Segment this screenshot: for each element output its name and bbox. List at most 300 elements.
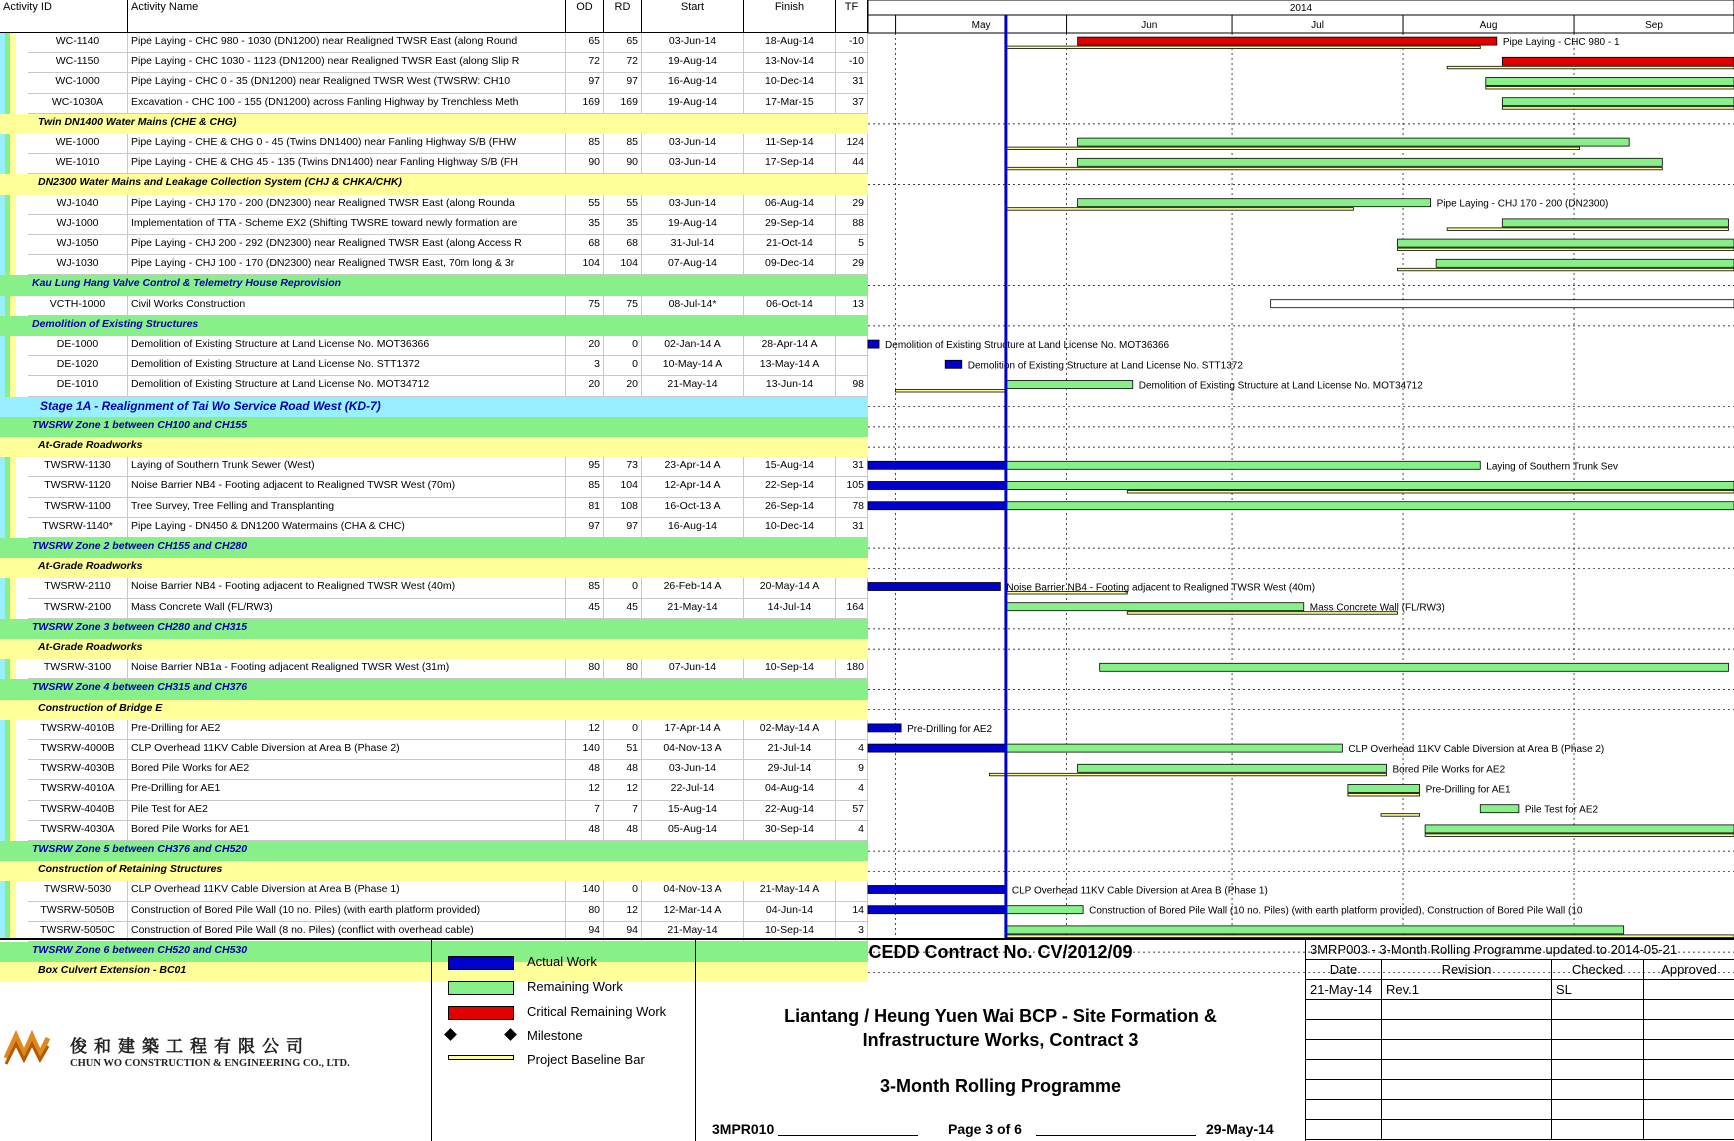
table-row[interactable] xyxy=(0,801,868,821)
group-header[interactable] xyxy=(0,639,868,659)
cell-finish: 02-May-14 A xyxy=(744,720,836,740)
cell-name: Implementation of TTA - Scheme EX2 (Shifting TWSRE toward newly formation are xyxy=(128,215,566,235)
bar-label: Pre-Drilling for AE1 xyxy=(1425,784,1511,796)
cell-tf xyxy=(836,720,868,740)
actual-bar xyxy=(945,360,962,368)
remaining-bar xyxy=(1100,663,1729,671)
bar-label: Noise Barrier NB4 - Footing adjacent to Realigned TWSR West (40m) xyxy=(1006,582,1316,594)
cell-start: 12-Mar-14 A xyxy=(642,902,744,922)
revision-empty-cell xyxy=(1306,1020,1382,1040)
cell-rd: 20 xyxy=(604,376,642,396)
cell-id: DE-1020 xyxy=(28,356,128,376)
project-title-line2: Infrastructure Works, Contract 3 xyxy=(862,1030,1139,1050)
cell-id: WC-1150 xyxy=(28,53,128,73)
revision-empty-cell xyxy=(1644,1080,1734,1100)
cell-id: WJ-1000 xyxy=(28,215,128,235)
month-label: May xyxy=(971,20,991,31)
table-row[interactable] xyxy=(0,134,868,154)
table-row[interactable] xyxy=(0,215,868,235)
cell-id: TWSRW-4010A xyxy=(28,780,128,800)
cell-od: 80 xyxy=(566,902,604,922)
cell-start: 12-Apr-14 A xyxy=(642,477,744,497)
bar-label: Pipe Laying - CHJ 170 - 200 (DN2300) xyxy=(1436,198,1609,210)
cell-id: WE-1010 xyxy=(28,154,128,174)
revision-empty-cell xyxy=(1306,1000,1382,1020)
cell-start: 21-May-14 xyxy=(642,599,744,619)
actual-bar xyxy=(868,583,1000,591)
revision-empty-cell xyxy=(1644,1040,1734,1060)
group-header[interactable] xyxy=(0,397,868,417)
cell-od: 85 xyxy=(566,477,604,497)
cell-name: Demolition of Existing Structure at Land License No. STT1372 xyxy=(128,356,566,376)
cell-name: Construction of Bored Pile Wall (10 no. Piles) (with earth platform provided) xyxy=(128,902,566,922)
cell-name: Noise Barrier NB4 - Footing adjacent to Realigned TWSR West (70m) xyxy=(128,477,566,497)
table-row[interactable] xyxy=(0,780,868,800)
baseline-bar xyxy=(1127,491,1734,494)
cell-tf: 105 xyxy=(836,477,868,497)
revision-empty-cell xyxy=(1552,1020,1644,1040)
cell-finish: 26-Sep-14 xyxy=(744,498,836,518)
cell-tf: 4 xyxy=(836,780,868,800)
cell-tf: 3 xyxy=(836,922,868,942)
cell-finish: 13-Jun-14 xyxy=(744,376,836,396)
table-row[interactable] xyxy=(0,336,868,356)
group-header-label: DN2300 Water Mains and Leakage Collection System (CHJ & CHKA/CHK) xyxy=(38,176,402,189)
cell-rd: 80 xyxy=(604,659,642,679)
cell-rd: 108 xyxy=(604,498,642,518)
cell-start: 04-Nov-13 A xyxy=(642,881,744,901)
baseline-bar xyxy=(1006,46,1480,49)
group-header-label: Kau Lung Hang Valve Control & Telemetry House Reprovision xyxy=(32,277,342,290)
cell-finish: 22-Sep-14 xyxy=(744,477,836,497)
table-row[interactable] xyxy=(0,73,868,93)
month-label: Aug xyxy=(1479,20,1498,31)
revision-empty-cell xyxy=(1644,1060,1734,1080)
revision-rev-cell: Rev.1 xyxy=(1382,980,1552,1000)
table-row[interactable] xyxy=(0,599,868,619)
cell-od: 90 xyxy=(566,154,604,174)
table-row[interactable] xyxy=(0,881,868,901)
cell-rd: 169 xyxy=(604,94,642,114)
title-block xyxy=(696,940,1306,1141)
cell-tf: 124 xyxy=(836,134,868,154)
cell-od: 45 xyxy=(566,599,604,619)
group-header[interactable] xyxy=(0,275,868,295)
table-row[interactable] xyxy=(0,154,868,174)
revision-header-checked: Checked xyxy=(1552,960,1644,980)
cell-name: Noise Barrier NB1a - Footing adjacent Realigned TWSR West (31m) xyxy=(128,659,566,679)
cell-rd: 12 xyxy=(604,902,642,922)
cell-start: 16-Aug-14 xyxy=(642,518,744,538)
cell-rd: 35 xyxy=(604,215,642,235)
baseline-bar xyxy=(1502,107,1734,110)
cell-id: DE-1010 xyxy=(28,376,128,396)
table-row[interactable] xyxy=(0,195,868,215)
month-label: Jul xyxy=(1311,20,1324,31)
cell-finish: 04-Aug-14 xyxy=(744,780,836,800)
cell-start: 03-Jun-14 xyxy=(642,760,744,780)
cell-finish: 11-Sep-14 xyxy=(744,134,836,154)
revision-empty-cell xyxy=(1306,1080,1382,1100)
cell-finish: 10-Sep-14 xyxy=(744,922,836,942)
table-row[interactable] xyxy=(0,235,868,255)
cell-tf: 29 xyxy=(836,255,868,275)
cell-start: 17-Apr-14 A xyxy=(642,720,744,740)
cell-name: Pipe Laying - CHJ 170 - 200 (DN2300) near Realigned TWSR East (along Rounda xyxy=(128,195,566,215)
group-header[interactable] xyxy=(0,437,868,457)
cell-id: WJ-1050 xyxy=(28,235,128,255)
cell-name: Laying of Southern Trunk Sewer (West) xyxy=(128,457,566,477)
cell-od: 97 xyxy=(566,518,604,538)
cell-id: TWSRW-5030 xyxy=(28,881,128,901)
remaining-bar xyxy=(1436,259,1734,267)
year-label: 2014 xyxy=(1289,3,1313,14)
cell-start: 19-Aug-14 xyxy=(642,215,744,235)
cell-id: TWSRW-4030B xyxy=(28,760,128,780)
cell-id: TWSRW-4010B xyxy=(28,720,128,740)
cell-name: Demolition of Existing Structure at Land License No. MOT34712 xyxy=(128,376,566,396)
group-header[interactable] xyxy=(0,619,868,639)
cell-tf: 180 xyxy=(836,659,868,679)
cell-rd: 104 xyxy=(604,255,642,275)
footer-block xyxy=(0,938,1734,1141)
cell-od: 169 xyxy=(566,94,604,114)
cell-od: 20 xyxy=(566,376,604,396)
group-header-label: At-Grade Roadworks xyxy=(38,439,143,451)
cell-start: 04-Nov-13 A xyxy=(642,740,744,760)
cell-od: 72 xyxy=(566,53,604,73)
revision-empty-cell xyxy=(1382,1100,1552,1120)
group-header[interactable] xyxy=(0,679,868,699)
cell-start: 10-May-14 A xyxy=(642,356,744,376)
doc-number: 3MPR010 xyxy=(712,1121,775,1137)
cell-rd: 0 xyxy=(604,578,642,598)
remaining-bar xyxy=(1006,926,1624,934)
remaining-bar xyxy=(1078,158,1663,166)
cell-start: 22-Jul-14 xyxy=(642,780,744,800)
bar-label: Bored Pile Works for AE2 xyxy=(1392,764,1506,776)
remaining-bar xyxy=(1425,825,1734,833)
group-header[interactable] xyxy=(0,538,868,558)
table-row[interactable] xyxy=(0,33,868,53)
group-header-label: Construction of Bridge E xyxy=(38,701,163,714)
baseline-bar xyxy=(1006,147,1580,150)
cell-od: 85 xyxy=(566,578,604,598)
cell-id: WC-1030A xyxy=(28,94,128,114)
cell-tf: 164 xyxy=(836,599,868,619)
cell-id: TWSRW-4000B xyxy=(28,740,128,760)
revision-empty-cell xyxy=(1382,1020,1552,1040)
cell-finish: 29-Sep-14 xyxy=(744,215,836,235)
actual-bar xyxy=(868,502,1006,510)
bar-label: Demolition of Existing Structure at Land License No. MOT36366 xyxy=(885,340,1170,352)
group-header-label: Construction of Retaining Structures xyxy=(38,863,223,876)
table-row[interactable] xyxy=(0,94,868,114)
cell-name: Noise Barrier NB4 - Footing adjacent to Realigned TWSR West (40m) xyxy=(128,578,566,598)
table-row[interactable] xyxy=(0,821,868,841)
cell-name: Pre-Drilling for AE2 xyxy=(128,720,566,740)
group-header[interactable] xyxy=(0,174,868,194)
table-row[interactable] xyxy=(0,255,868,275)
cell-tf: -10 xyxy=(836,33,868,53)
month-label: Jun xyxy=(1141,20,1158,31)
white-bar xyxy=(1271,300,1734,308)
cell-tf: 13 xyxy=(836,296,868,316)
bar-label: CLP Overhead 11KV Cable Diversion at Area B (Phase 2) xyxy=(1348,744,1605,756)
cell-rd: 48 xyxy=(604,760,642,780)
cell-id: TWSRW-1100 xyxy=(28,498,128,518)
cell-start: 03-Jun-14 xyxy=(642,33,744,53)
cell-id: TWSRW-2110 xyxy=(28,578,128,598)
company-name-cn: 俊和建築工程有限公司 xyxy=(70,1037,310,1057)
cell-od: 12 xyxy=(566,780,604,800)
cell-finish: 06-Oct-14 xyxy=(744,296,836,316)
cell-tf: 4 xyxy=(836,740,868,760)
group-header[interactable] xyxy=(0,316,868,336)
cell-id: TWSRW-5050B xyxy=(28,902,128,922)
table-row[interactable] xyxy=(0,518,868,538)
baseline-bar xyxy=(1486,87,1734,90)
month-label: Sep xyxy=(1645,20,1663,31)
cell-name: CLP Overhead 11KV Cable Diversion at Area B (Phase 1) xyxy=(128,881,566,901)
cell-id: WJ-1040 xyxy=(28,195,128,215)
remaining-bar xyxy=(1078,199,1431,207)
group-header[interactable] xyxy=(0,861,868,881)
table-row[interactable] xyxy=(0,53,868,73)
revision-empty-cell xyxy=(1644,1100,1734,1120)
table-row[interactable] xyxy=(0,659,868,679)
table-row[interactable] xyxy=(0,902,868,922)
doc-line-1 xyxy=(778,1135,918,1136)
cell-rd: 55 xyxy=(604,195,642,215)
column-header-finish[interactable]: Finish xyxy=(744,0,836,33)
cell-start: 02-Jan-14 A xyxy=(642,336,744,356)
cell-id: TWSRW-3100 xyxy=(28,659,128,679)
revision-checked-cell: SL xyxy=(1552,980,1644,1000)
cell-id: WE-1000 xyxy=(28,134,128,154)
baseline-bar xyxy=(989,773,1386,776)
revision-empty-cell xyxy=(1552,1060,1644,1080)
cell-name: Pipe Laying - CHE & CHG 45 - 135 (Twins DN1400) near Fanling Highway S/B (FH xyxy=(128,154,566,174)
programme-title: 3-Month Rolling Programme xyxy=(879,1076,1121,1096)
table-row[interactable] xyxy=(0,720,868,740)
cell-tf: 88 xyxy=(836,215,868,235)
cell-finish: 29-Jul-14 xyxy=(744,760,836,780)
group-header-label: TWSRW Zone 2 between CH155 and CH280 xyxy=(32,540,248,552)
company-logo-icon xyxy=(4,1028,50,1068)
cell-tf: 4 xyxy=(836,821,868,841)
baseline-bar xyxy=(1398,248,1734,251)
remaining-bar xyxy=(1006,381,1133,389)
table-row[interactable] xyxy=(0,376,868,396)
revision-empty-cell xyxy=(1552,1080,1644,1100)
cell-rd: 0 xyxy=(604,356,642,376)
group-header-label: TWSRW Zone 4 between CH315 and CH376 xyxy=(32,681,248,694)
cell-start: 05-Aug-14 xyxy=(642,821,744,841)
cell-start: 03-Jun-14 xyxy=(642,154,744,174)
cell-start: 08-Jul-14* xyxy=(642,296,744,316)
cell-start: 03-Jun-14 xyxy=(642,195,744,215)
remaining-bar xyxy=(1480,805,1519,813)
table-row[interactable] xyxy=(0,296,868,316)
revision-empty-cell xyxy=(1382,1120,1552,1140)
cell-name: Bored Pile Works for AE2 xyxy=(128,760,566,780)
cell-od: 3 xyxy=(566,356,604,376)
bar-label: Construction of Bored Pile Wall (10 no. Piles) (with earth platform provided), Construction of Bored Pile Wall (10 xyxy=(1089,905,1583,917)
cell-id: TWSRW-1120 xyxy=(28,477,128,497)
cell-start: 15-Aug-14 xyxy=(642,801,744,821)
group-header-label: TWSRW Zone 3 between CH280 and CH315 xyxy=(32,620,248,633)
remaining-bar xyxy=(1502,98,1734,106)
group-header-label: Stage 1A - Realignment of Tai Wo Service Road West (KD-7) xyxy=(40,398,381,413)
cell-finish: 21-May-14 A xyxy=(744,881,836,901)
remaining-bar xyxy=(1006,744,1342,752)
column-header-activity-name[interactable]: Activity Name xyxy=(128,0,566,33)
actual-bar xyxy=(868,724,901,732)
cell-tf: 14 xyxy=(836,902,868,922)
cell-od: 20 xyxy=(566,336,604,356)
column-header-tf[interactable]: TF xyxy=(836,0,868,33)
page-number: Page 3 of 6 xyxy=(948,1121,1022,1137)
cell-od: 140 xyxy=(566,881,604,901)
column-header-rd[interactable]: RD xyxy=(604,0,642,33)
cell-id: TWSRW-2100 xyxy=(28,599,128,619)
baseline-bar xyxy=(1425,834,1734,837)
cell-od: 48 xyxy=(566,821,604,841)
bar-label: Mass Concrete Wall (FL/RW3) xyxy=(1309,602,1445,614)
remaining-bar xyxy=(1006,906,1083,914)
remaining-bar xyxy=(1006,603,1304,611)
revision-empty-cell xyxy=(1306,1100,1382,1120)
column-header-start[interactable]: Start xyxy=(642,0,744,33)
table-row[interactable] xyxy=(0,356,868,376)
cell-name: Pipe Laying - CHC 0 - 35 (DN1200) near Realigned TWSR West (TWSRW: CH10 xyxy=(128,73,566,93)
legend-swatch-critical xyxy=(448,1006,514,1020)
legend-label-remaining: Remaining Work xyxy=(527,979,623,994)
cell-finish: 10-Dec-14 xyxy=(744,518,836,538)
revision-empty-cell xyxy=(1644,1000,1734,1020)
legend-swatch-actual xyxy=(448,956,514,970)
group-header[interactable] xyxy=(0,558,868,578)
bar-label: Laying of Southern Trunk Sev xyxy=(1486,461,1619,473)
group-header-label: Box Culvert Extension - BC01 xyxy=(38,964,187,977)
bar-label: Pre-Drilling for AE2 xyxy=(907,723,993,735)
group-header[interactable] xyxy=(0,417,868,437)
cell-tf: 31 xyxy=(836,518,868,538)
cell-od: 80 xyxy=(566,659,604,679)
cell-tf: 37 xyxy=(836,94,868,114)
cell-finish: 04-Jun-14 xyxy=(744,902,836,922)
table-row[interactable] xyxy=(0,498,868,518)
cell-finish: 21-Oct-14 xyxy=(744,235,836,255)
cell-od: 35 xyxy=(566,215,604,235)
cell-tf: -10 xyxy=(836,53,868,73)
cell-id: TWSRW-1130 xyxy=(28,457,128,477)
legend xyxy=(432,940,696,1141)
cell-od: 65 xyxy=(566,33,604,53)
cell-name: Pile Test for AE2 xyxy=(128,801,566,821)
baseline-bar xyxy=(1381,814,1420,817)
table-row[interactable] xyxy=(0,578,868,598)
cell-finish: 14-Jul-14 xyxy=(744,599,836,619)
legend-baseline-swatch xyxy=(448,1055,514,1060)
actual-bar xyxy=(868,886,1006,894)
remaining-bar xyxy=(1486,78,1734,86)
cell-finish: 17-Mar-15 xyxy=(744,94,836,114)
cell-od: 7 xyxy=(566,801,604,821)
cell-od: 97 xyxy=(566,73,604,93)
revision-header-revision: Revision xyxy=(1382,960,1552,980)
cell-od: 94 xyxy=(566,922,604,942)
revision-title: 3MRP003 - 3-Month Rolling Programme updated to 2014-05-21 xyxy=(1306,940,1734,960)
group-header-label: TWSRW Zone 6 between CH520 and CH530 xyxy=(32,944,248,956)
table-row[interactable] xyxy=(0,477,868,497)
cell-rd: 0 xyxy=(604,720,642,740)
remaining-bar xyxy=(1502,219,1728,227)
cell-tf: 44 xyxy=(836,154,868,174)
remaining-bar xyxy=(1006,502,1734,510)
group-header[interactable] xyxy=(0,114,868,134)
cell-tf: 57 xyxy=(836,801,868,821)
bar-label: CLP Overhead 11KV Cable Diversion at Area B (Phase 1) xyxy=(1011,885,1268,897)
baseline-bar xyxy=(1447,228,1728,231)
column-header-activity-id[interactable]: Activity ID xyxy=(0,0,128,33)
cell-name: Pre-Drilling for AE1 xyxy=(128,780,566,800)
legend-swatch-remaining xyxy=(448,981,514,995)
cell-od: 95 xyxy=(566,457,604,477)
cell-finish: 30-Sep-14 xyxy=(744,821,836,841)
baseline-bar xyxy=(1447,66,1734,69)
doc-line-2 xyxy=(1036,1135,1196,1136)
cell-tf: 29 xyxy=(836,195,868,215)
cell-od: 104 xyxy=(566,255,604,275)
remaining-bar xyxy=(1078,138,1630,146)
cell-start: 26-Feb-14 A xyxy=(642,578,744,598)
cell-od: 85 xyxy=(566,134,604,154)
cell-name: Mass Concrete Wall (FL/RW3) xyxy=(128,599,566,619)
column-header-od[interactable]: OD xyxy=(566,0,604,33)
actual-bar xyxy=(868,744,1006,752)
table-row[interactable] xyxy=(0,457,868,477)
baseline-bar xyxy=(896,390,1006,393)
cell-name: Pipe Laying - CHJ 100 - 170 (DN2300) near Realigned TWSR East, 70m long & 3r xyxy=(128,255,566,275)
cell-start: 21-May-14 xyxy=(642,376,744,396)
cell-id: TWSRW-5050C xyxy=(28,922,128,942)
cell-name: Tree Survey, Tree Felling and Transplanting xyxy=(128,498,566,518)
revision-empty-cell xyxy=(1552,1040,1644,1060)
cell-id: TWSRW-4040B xyxy=(28,801,128,821)
group-header[interactable] xyxy=(0,841,868,861)
cell-rd: 90 xyxy=(604,154,642,174)
baseline-bar xyxy=(1006,208,1354,211)
cell-name: Pipe Laying - DN450 & DN1200 Watermains (CHA & CHC) xyxy=(128,518,566,538)
cell-name: Civil Works Construction xyxy=(128,296,566,316)
table-row[interactable] xyxy=(0,760,868,780)
cell-id: DE-1000 xyxy=(28,336,128,356)
cell-od: 75 xyxy=(566,296,604,316)
print-date: 29-May-14 xyxy=(1206,1121,1274,1137)
cell-rd: 45 xyxy=(604,599,642,619)
table-row[interactable] xyxy=(0,740,868,760)
remaining-bar xyxy=(1006,482,1734,490)
cell-finish: 18-Aug-14 xyxy=(744,33,836,53)
cell-tf: 98 xyxy=(836,376,868,396)
cell-start: 21-May-14 xyxy=(642,922,744,942)
cell-rd: 51 xyxy=(604,740,642,760)
cell-finish: 13-May-14 A xyxy=(744,356,836,376)
group-header[interactable] xyxy=(0,700,868,720)
cell-tf xyxy=(836,356,868,376)
